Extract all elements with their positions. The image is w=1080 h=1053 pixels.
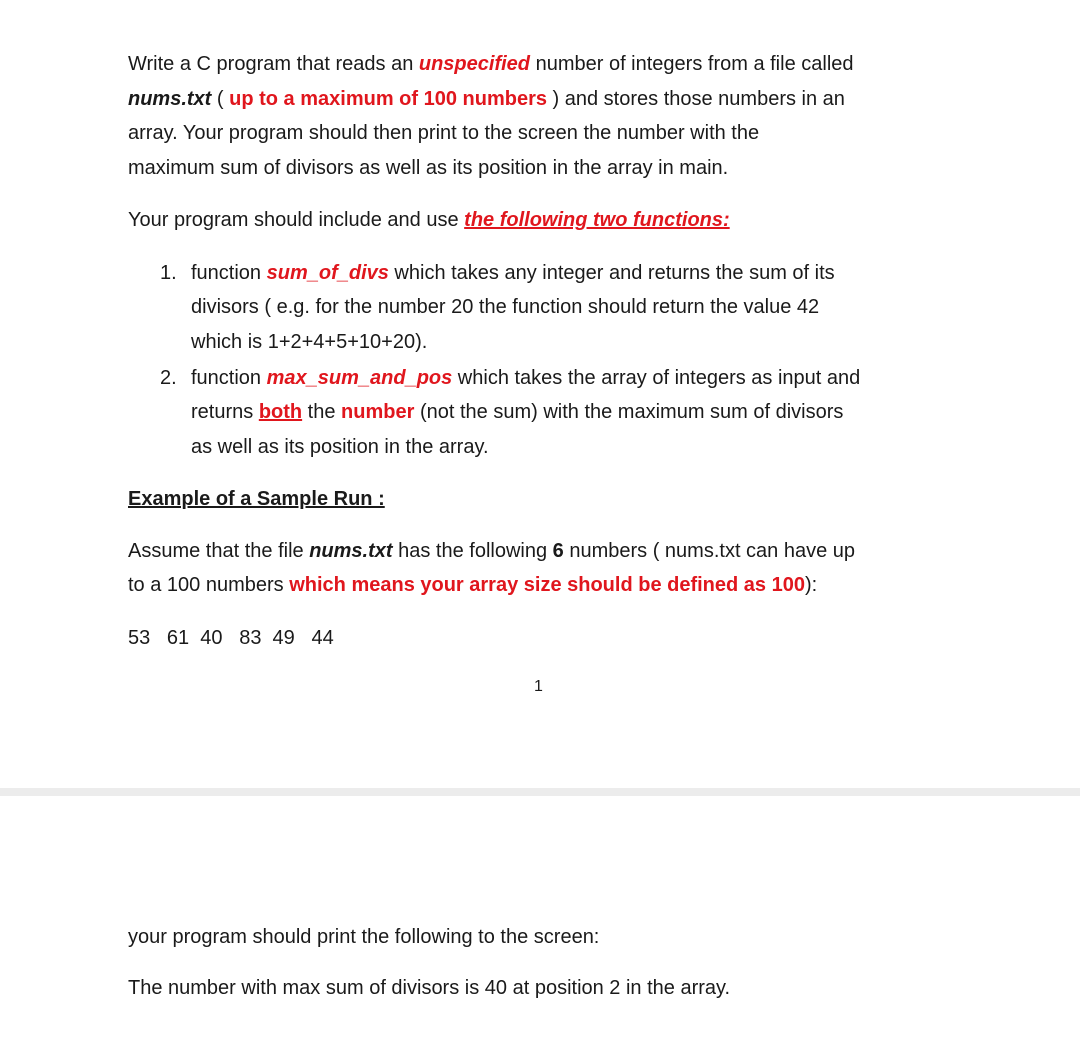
intro-line-1 <box>128 52 854 76</box>
func2-text: (not the sum) with the maximum sum of divisors <box>414 401 844 423</box>
func2-line-2 <box>191 400 843 424</box>
keyword-unspecified: unspecified <box>418 53 531 75</box>
output-result: The number with max sum of divisors is 40 at position 2 in the array. <box>128 977 731 999</box>
intro-text: ) and stores those numbers in an <box>546 88 845 110</box>
filename-nums: nums.txt <box>128 88 212 110</box>
max-limit-note: up to a maximum of 100 numbers <box>229 88 547 110</box>
sample-text: ): <box>804 574 818 596</box>
intro-text: number of integers from a file called <box>530 53 854 75</box>
intro-line-4: maximum sum of divisors as well as its position in the array in main. <box>128 157 729 179</box>
functions-intro-text: Your program should include and use <box>128 209 465 231</box>
sample-text: has the following <box>392 540 553 562</box>
intro-line-3: array. Your program should then print to the screen the number with the <box>128 122 760 144</box>
two-functions-note: the following two functions: <box>464 209 730 231</box>
sample-line-2 <box>128 573 817 597</box>
output-intro: your program should print the following to the screen: <box>128 926 600 948</box>
func-name-sum-of-divs: sum_of_divs <box>266 262 389 284</box>
func2-text: which takes the array of integers as input and <box>452 367 861 389</box>
func2-text: the <box>302 401 342 423</box>
intro-text: ( <box>211 88 230 110</box>
intro-line-2 <box>128 87 845 111</box>
keyword-both: both <box>258 401 303 423</box>
filename-nums: nums.txt <box>309 540 393 562</box>
func1-text: function <box>191 262 267 284</box>
func1-line-3: which is 1+2+4+5+10+20). <box>191 331 428 353</box>
array-size-note: which means your array size should be defined as 100 <box>289 574 805 596</box>
keyword-number: number <box>341 401 415 423</box>
func1-line-1 <box>191 261 835 285</box>
sample-run-heading: Example of a Sample Run : <box>128 488 385 510</box>
sample-line-1 <box>128 539 855 563</box>
func1-text: which takes any integer and returns the sum of its <box>388 262 835 284</box>
func-name-max-sum-and-pos: max_sum_and_pos <box>266 367 453 389</box>
page-number: 1 <box>534 678 543 695</box>
func2-line-3: as well as its position in the array. <box>191 436 489 458</box>
functions-intro <box>128 208 730 232</box>
sample-text: Assume that the file <box>128 540 310 562</box>
sample-text: numbers ( nums.txt can have up <box>563 540 856 562</box>
func2-text: returns <box>191 401 259 423</box>
page-divider <box>0 788 1080 796</box>
sample-text: to a 100 numbers <box>128 574 290 596</box>
page-2 <box>0 796 1080 1053</box>
func2-line-1 <box>191 366 860 390</box>
sample-numbers: 53 61 40 83 49 44 <box>128 627 334 649</box>
func2-text: function <box>191 367 267 389</box>
func2-number: 2. <box>160 367 177 389</box>
func1-number: 1. <box>160 262 177 284</box>
count-six: 6 <box>552 540 564 562</box>
func1-line-2: divisors ( e.g. for the number 20 the function should return the value 42 <box>191 296 820 318</box>
intro-text: Write a C program that reads an <box>128 53 419 75</box>
